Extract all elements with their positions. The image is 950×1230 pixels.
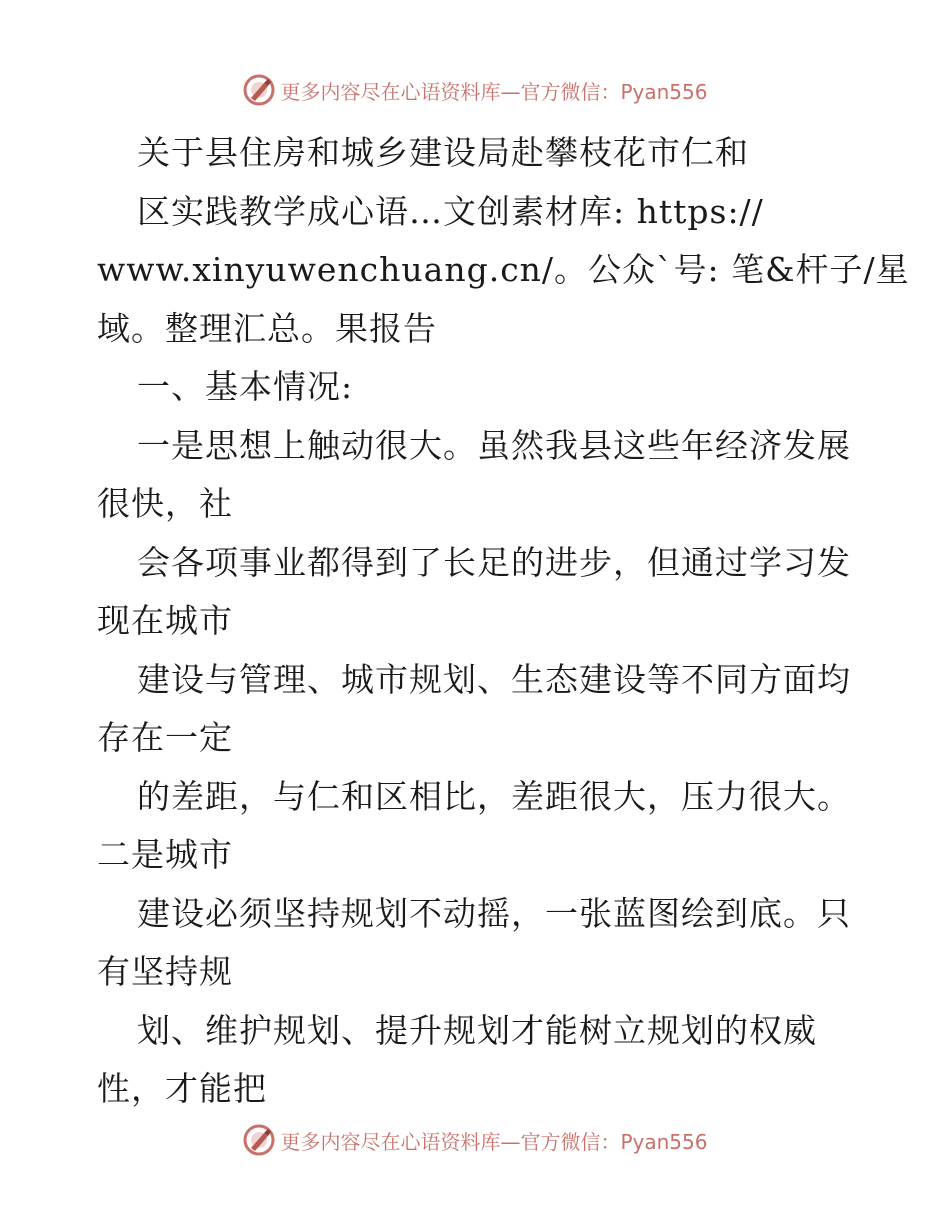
pen-circle-logo-icon	[242, 1123, 276, 1157]
text-line: 建设必须坚持规划不动摇，一张蓝图绘到底。只	[137, 893, 851, 933]
text-line: 二是城市	[97, 835, 233, 874]
text-line: 现在城市	[97, 601, 233, 640]
text-line: 很快，社	[97, 484, 233, 523]
watermark-text: 更多内容尽在心语资料库—官方微信：Pyan556	[280, 79, 708, 104]
text-line: 建设与管理、城市规划、生态建设等不同方面均	[137, 659, 851, 699]
watermark-text: 更多内容尽在心语资料库—官方微信：Pyan556	[280, 1129, 708, 1154]
text-line: 有坚持规	[97, 952, 233, 991]
text-line: 存在一定	[97, 718, 233, 757]
text-line: 性，才能把	[97, 1069, 267, 1108]
text-line: www.xinyuwenchuang.cn/。公众`号: 笔&杆子/星	[97, 250, 910, 289]
text-line: 区实践教学成心语…文创素材库: https://	[137, 191, 764, 231]
text-line: 关于县住房和城乡建设局赴攀枝花市仁和	[137, 133, 749, 172]
watermark-banner-top	[0, 70, 950, 110]
text-line: 会各项事业都得到了长足的进步，但通过学习发	[137, 542, 851, 582]
text-line: 的差距，与仁和区相比，差距很大，压力很大。	[137, 776, 851, 816]
text-line: 一、基本情况:	[137, 367, 354, 406]
pen-circle-logo-icon	[242, 73, 276, 107]
text-line: 一是思想上触动很大。虽然我县这些年经济发展	[137, 425, 851, 465]
text-line: 划、维护规划、提升规划才能树立规划的权威	[137, 1010, 817, 1050]
watermark-banner-bottom	[0, 1120, 950, 1160]
document-body	[97, 124, 910, 1119]
text-line: 域。整理汇总。果报告	[97, 308, 437, 348]
